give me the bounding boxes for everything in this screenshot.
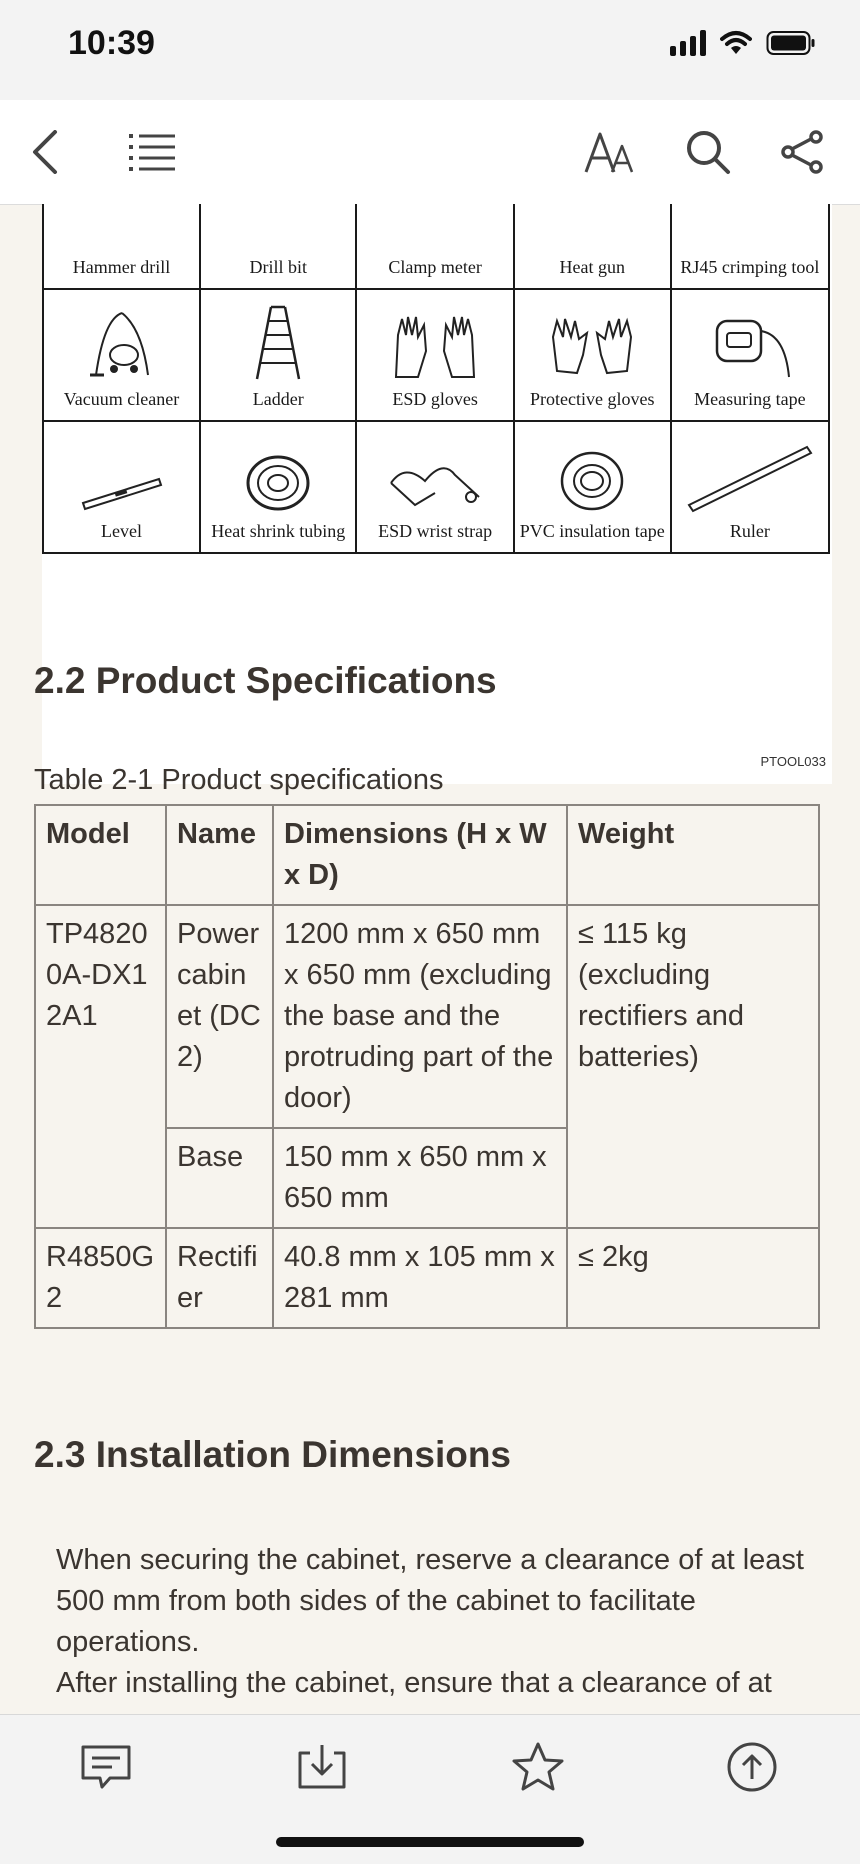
font-size-button[interactable] <box>580 122 640 182</box>
search-button[interactable] <box>678 122 738 182</box>
document-content[interactable] <box>0 204 860 1714</box>
share-button[interactable] <box>772 122 832 182</box>
contents-button[interactable] <box>122 122 182 182</box>
status-icons <box>670 30 816 56</box>
tool-label: Heat shrink tubing <box>211 521 346 541</box>
status-bar <box>0 0 860 100</box>
table-row <box>35 905 819 1128</box>
back-icon <box>31 130 61 174</box>
weight-cell: ≤ 115 kg (excluding rectifiers and batteries) <box>567 905 819 1228</box>
tool-label: RJ45 crimping tool <box>680 257 820 277</box>
bottom-toolbar <box>0 1714 860 1864</box>
download-button[interactable] <box>292 1737 352 1797</box>
heat-shrink-tubing-illustration <box>243 449 313 513</box>
download-icon <box>296 1743 348 1791</box>
tool-cell <box>671 204 829 289</box>
figure-code: PTOOL033 <box>760 754 826 769</box>
ruler-illustration <box>685 443 815 513</box>
tool-label: Measuring tape <box>694 389 806 409</box>
search-icon <box>685 129 731 175</box>
scroll-top-button[interactable] <box>722 1737 782 1797</box>
status-time: 10:39 <box>68 24 155 62</box>
name-cell: Power cabinet (DC2) <box>166 905 273 1128</box>
column-header: Dimensions (H x W x D) <box>273 805 567 905</box>
back-button[interactable] <box>16 122 76 182</box>
measuring-tape-illustration <box>705 311 795 381</box>
tool-label: Ladder <box>252 389 304 409</box>
tool-label: ESD gloves <box>392 389 478 409</box>
comment-button[interactable] <box>76 1737 136 1797</box>
tools-grid <box>42 204 830 554</box>
section-title: 2.3 Installation Dimensions <box>34 1434 512 1475</box>
tool-label: Vacuum cleaner <box>63 389 180 409</box>
tool-label: PVC insulation tape <box>519 521 665 541</box>
esd-wrist-strap-illustration <box>385 453 485 513</box>
tool-cell <box>671 421 829 553</box>
table-caption: Table 2-1 Product specifications <box>34 764 444 796</box>
pvc-insulation-tape-illustration <box>557 449 627 513</box>
tool-cell <box>43 289 200 421</box>
contents-list-icon <box>127 132 177 172</box>
comment-icon <box>80 1744 132 1790</box>
dimensions-cell: 150 mm x 650 mm x 650 mm <box>273 1128 567 1228</box>
tool-cell <box>671 289 829 421</box>
model-cell: R4850G2 <box>35 1228 166 1328</box>
tool-label: Ruler <box>729 521 770 541</box>
model-cell: TP48200A-DX12A1 <box>35 905 166 1228</box>
level-illustration <box>77 463 167 513</box>
paragraph: When securing the cabinet, reserve a clearance of at least 500 mm from both sides of the cabinet to facilitate operations. <box>56 1544 804 1658</box>
column-header: Name <box>166 805 273 905</box>
tool-cell <box>514 421 671 553</box>
spec-table <box>34 804 820 1329</box>
favorite-button[interactable] <box>508 1737 568 1797</box>
cellular-signal-icon <box>670 30 706 56</box>
tool-cell <box>356 421 513 553</box>
tool-label: Hammer drill <box>72 257 171 277</box>
favorite-star-icon <box>511 1741 565 1793</box>
nav-bar <box>0 100 860 205</box>
tool-cell <box>514 289 671 421</box>
weight-cell: ≤ 2kg <box>567 1228 819 1328</box>
tool-cell <box>43 204 200 289</box>
tool-cell <box>200 421 356 553</box>
dimensions-cell: 1200 mm x 650 mm x 650 mm (excluding the base and the protruding part of the door) <box>273 905 567 1128</box>
section-title: 2.2 Product Specifications <box>34 660 497 701</box>
name-cell: Base <box>166 1128 273 1228</box>
tool-cell <box>514 204 671 289</box>
tool-cell <box>200 289 356 421</box>
column-header: Weight <box>567 805 819 905</box>
tool-label: ESD wrist strap <box>378 521 493 541</box>
tool-label: Protective gloves <box>530 389 655 409</box>
tool-label: Clamp meter <box>388 257 482 277</box>
tool-label: Heat gun <box>559 257 625 277</box>
wifi-icon <box>720 30 752 56</box>
table-row <box>35 1228 819 1328</box>
tool-label: Drill bit <box>249 257 307 277</box>
tool-cell <box>43 421 200 553</box>
tool-label: Level <box>101 521 142 541</box>
table-header-row <box>35 805 819 905</box>
dimensions-cell: 40.8 mm x 105 mm x 281 mm <box>273 1228 567 1328</box>
tool-cell <box>200 204 356 289</box>
vacuum-cleaner-illustration <box>82 309 162 381</box>
scroll-top-icon <box>726 1741 778 1793</box>
tool-cell <box>356 204 513 289</box>
share-icon <box>780 129 824 175</box>
ladder-illustration <box>253 305 303 381</box>
home-indicator <box>276 1837 584 1847</box>
protective-gloves-illustration <box>547 311 637 381</box>
battery-icon <box>766 30 816 56</box>
tool-cell <box>356 289 513 421</box>
paragraph: After installing the cabinet, ensure that a clearance of at <box>56 1667 772 1699</box>
name-cell: Rectifier <box>166 1228 273 1328</box>
font-size-icon <box>584 130 636 174</box>
column-header: Model <box>35 805 166 905</box>
esd-gloves-illustration <box>390 311 480 381</box>
